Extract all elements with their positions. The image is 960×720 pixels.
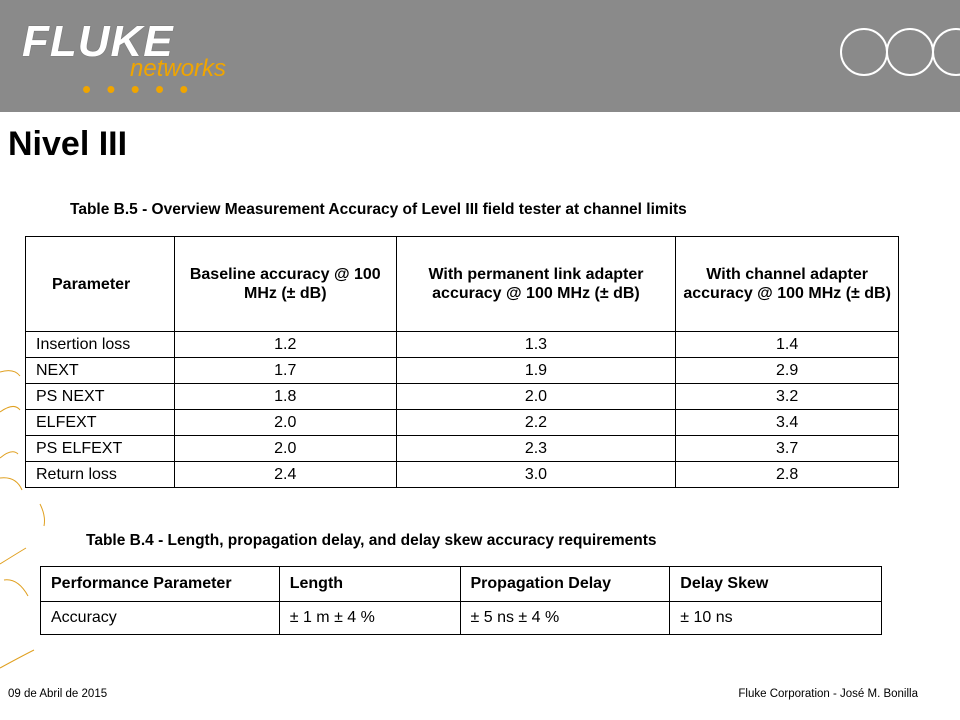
table-header-row <box>26 237 899 332</box>
column-header: Length <box>279 567 460 602</box>
table-b4-caption: Table B.4 - Length, propagation delay, and delay skew accuracy requirements <box>86 532 657 549</box>
table-cell: ± 1 m ± 4 % <box>279 602 460 635</box>
table-b4 <box>40 566 882 635</box>
column-header: Propagation Delay <box>460 567 670 602</box>
table-cell: 3.4 <box>676 410 899 436</box>
table-cell: 3.7 <box>676 436 899 462</box>
table-row <box>26 358 899 384</box>
table-cell: 1.3 <box>396 332 676 358</box>
table-cell: 1.4 <box>676 332 899 358</box>
table-header-row <box>41 567 882 602</box>
table-b5-caption: Table B.5 - Overview Measurement Accuracy of Level III field tester at channel limits <box>70 201 687 218</box>
table-cell: ± 10 ns <box>670 602 882 635</box>
table-cell: PS ELFEXT <box>26 436 175 462</box>
table-cell: 1.2 <box>174 332 396 358</box>
table-cell: Return loss <box>26 462 175 488</box>
table-b5 <box>25 236 899 488</box>
slide-title: Nivel III <box>8 125 128 163</box>
column-header: With channel adapter accuracy @ 100 MHz (± dB) <box>676 237 899 332</box>
table-row <box>26 462 899 488</box>
table-cell: 2.8 <box>676 462 899 488</box>
table-cell: 2.0 <box>396 384 676 410</box>
table-cell: 1.8 <box>174 384 396 410</box>
table-cell: 2.0 <box>174 410 396 436</box>
table-row <box>41 602 882 635</box>
circle-icon <box>886 28 934 76</box>
table-cell: Accuracy <box>41 602 280 635</box>
table-cell: 2.4 <box>174 462 396 488</box>
column-header: Baseline accuracy @ 100 MHz (± dB) <box>174 237 396 332</box>
logo-wordmark: FLUKE <box>22 17 174 66</box>
table-cell: 2.0 <box>174 436 396 462</box>
table-cell: Insertion loss <box>26 332 175 358</box>
table-cell: 2.2 <box>396 410 676 436</box>
table-cell: ELFEXT <box>26 410 175 436</box>
logo-subtitle: networks <box>130 55 227 82</box>
logo-dots: • • • • • <box>82 74 193 104</box>
table-cell: 2.9 <box>676 358 899 384</box>
footer-date: 09 de Abril de 2015 <box>8 688 108 700</box>
table-cell: 2.3 <box>396 436 676 462</box>
table-row <box>26 410 899 436</box>
table-cell: PS NEXT <box>26 384 175 410</box>
table-cell: 1.9 <box>396 358 676 384</box>
fluke-networks-logo <box>22 18 282 104</box>
column-header: With permanent link adapter accuracy @ 100 MHz (± dB) <box>396 237 676 332</box>
column-header: Delay Skew <box>670 567 882 602</box>
circle-icon <box>932 28 960 76</box>
circle-icon <box>840 28 888 76</box>
table-cell: 1.7 <box>174 358 396 384</box>
table-cell: 3.0 <box>396 462 676 488</box>
table-row <box>26 332 899 358</box>
table-cell: NEXT <box>26 358 175 384</box>
footer-credit: Fluke Corporation - José M. Bonilla <box>738 688 918 700</box>
column-header: Parameter <box>26 237 175 332</box>
table-row <box>26 384 899 410</box>
column-header: Performance Parameter <box>41 567 280 602</box>
table-row <box>26 436 899 462</box>
table-cell: 3.2 <box>676 384 899 410</box>
table-cell: ± 5 ns ± 4 % <box>460 602 670 635</box>
slide-header <box>0 0 960 112</box>
